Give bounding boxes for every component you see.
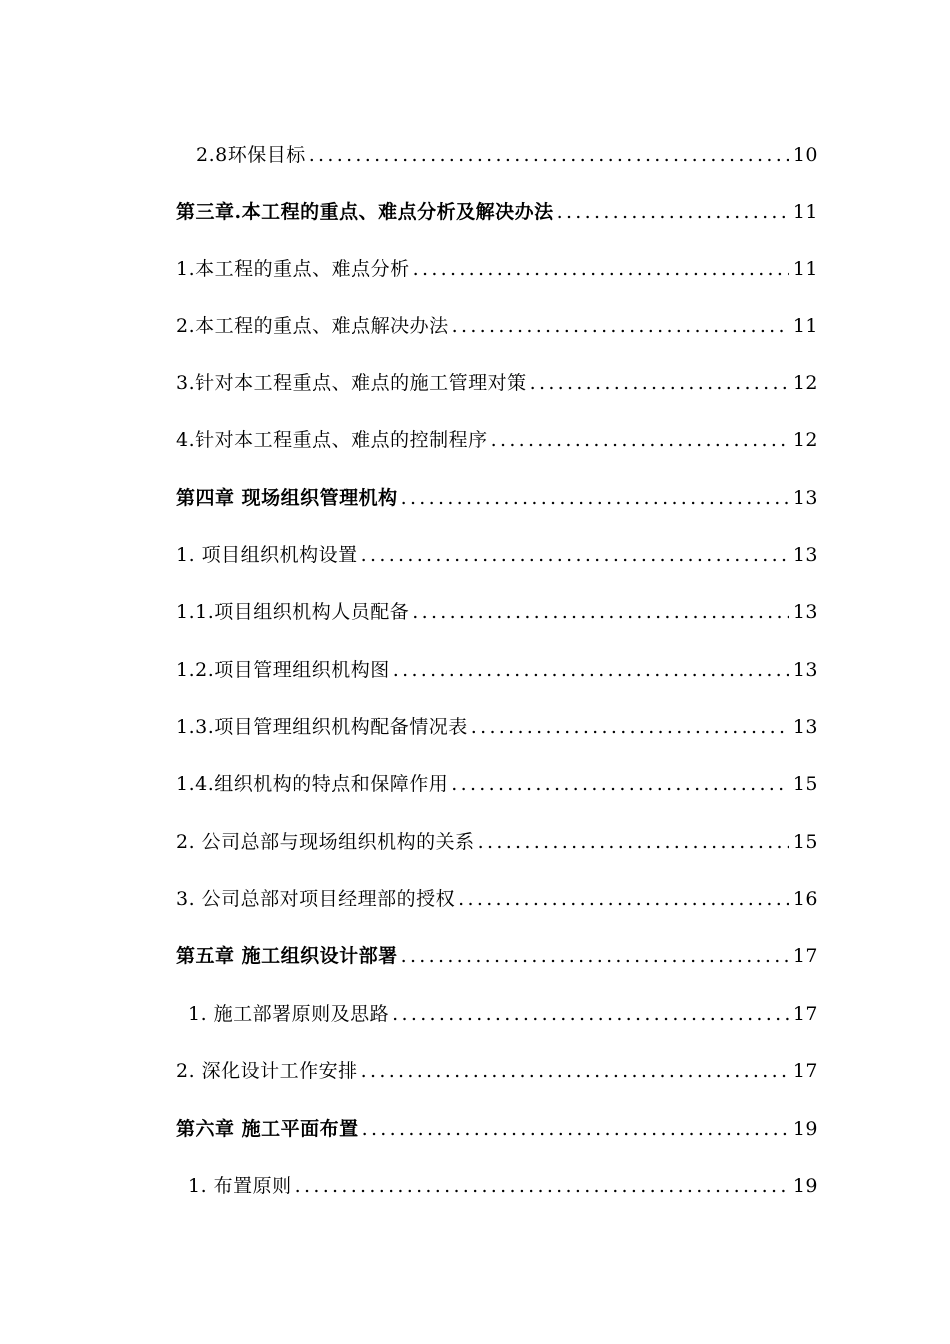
toc-entry-title: 第五章 施工组织设计部署 — [176, 945, 398, 967]
dot-leader — [358, 542, 789, 568]
toc-entry-title: 1.本工程的重点、难点分析 — [176, 258, 410, 280]
toc-entry-page: 15 — [792, 831, 818, 853]
toc-entry-page: 15 — [792, 773, 818, 795]
toc-entry[interactable] — [176, 528, 818, 568]
dot-leader — [468, 714, 789, 740]
toc-entry-title: 2. 公司总部与现场组织机构的关系 — [176, 831, 475, 853]
dot-leader — [475, 829, 789, 855]
toc-entry-title: 1.2.项目管理组织机构图 — [176, 659, 390, 681]
toc-entry-title: 第四章 现场组织管理机构 — [176, 487, 398, 509]
toc-entry-page: 11 — [792, 315, 818, 337]
toc-entry-title: 3.针对本工程重点、难点的施工管理对策 — [176, 372, 527, 394]
toc-entry-title: 1.4.组织机构的特点和保障作用 — [176, 773, 449, 795]
dot-leader — [410, 256, 789, 282]
toc-entry[interactable] — [176, 585, 818, 625]
toc-entry[interactable] — [196, 128, 818, 168]
toc-entry-page: 10 — [792, 144, 818, 166]
dot-leader — [292, 1173, 789, 1199]
dot-leader — [554, 199, 789, 225]
toc-entry-title: 1. 项目组织机构设置 — [176, 544, 358, 566]
toc-entry-title: 2.8环保目标 — [196, 144, 306, 166]
dot-leader — [358, 1058, 789, 1084]
toc-entry-page: 13 — [792, 716, 818, 738]
toc-entry-title: 1. 施工部署原则及思路 — [188, 1003, 390, 1025]
toc-entry-title: 第六章 施工平面布置 — [176, 1118, 359, 1140]
toc-entry-page: 12 — [792, 429, 818, 451]
toc-entry-page: 17 — [792, 945, 818, 967]
toc-chapter-entry[interactable] — [176, 471, 818, 511]
dot-leader — [488, 427, 789, 453]
toc-entry[interactable] — [176, 815, 818, 855]
toc-entry-page: 16 — [792, 888, 818, 910]
dot-leader — [449, 313, 789, 339]
toc-chapter-entry[interactable] — [176, 1102, 818, 1142]
toc-entry-page: 17 — [792, 1060, 818, 1082]
dot-leader — [448, 771, 789, 797]
toc-entry[interactable] — [188, 987, 818, 1027]
toc-entry[interactable] — [176, 1044, 818, 1084]
dot-leader — [398, 485, 789, 511]
dot-leader — [306, 142, 789, 168]
toc-entry-page: 13 — [792, 601, 818, 623]
toc-entry-page: 13 — [792, 544, 818, 566]
toc-entry-title: 1.1.项目组织机构人员配备 — [176, 601, 410, 623]
toc-entry-page: 11 — [792, 201, 818, 223]
toc-entry-page: 19 — [792, 1175, 818, 1197]
toc-entry[interactable] — [176, 872, 818, 912]
toc-entry-title: 3. 公司总部对项目经理部的授权 — [176, 888, 456, 910]
toc-entry-title: 第三章.本工程的重点、难点分析及解决办法 — [176, 201, 554, 223]
toc-chapter-entry[interactable] — [176, 929, 818, 969]
dot-leader — [389, 1001, 789, 1027]
toc-entry-title: 1.3.项目管理组织机构配备情况表 — [176, 716, 468, 738]
toc-entry-title: 2. 深化设计工作安排 — [176, 1060, 358, 1082]
dot-leader — [390, 657, 789, 683]
toc-entry[interactable] — [176, 299, 818, 339]
toc-entry-page: 19 — [792, 1118, 818, 1140]
toc-entry[interactable] — [176, 757, 818, 797]
toc-entry-page: 12 — [792, 372, 818, 394]
toc-entry[interactable] — [176, 413, 818, 453]
toc-entry[interactable] — [176, 643, 818, 683]
toc-entry-title: 1. 布置原则 — [188, 1175, 292, 1197]
toc-entry-page: 17 — [792, 1003, 818, 1025]
toc-entry-title: 4.针对本工程重点、难点的控制程序 — [176, 429, 488, 451]
toc-entry[interactable] — [176, 356, 818, 396]
toc-entry[interactable] — [188, 1159, 818, 1199]
toc-entry-page: 13 — [792, 659, 818, 681]
dot-leader — [398, 943, 789, 969]
toc-entry-page: 13 — [792, 487, 818, 509]
toc-chapter-entry[interactable] — [176, 185, 818, 225]
toc-entry[interactable] — [176, 700, 818, 740]
dot-leader — [359, 1116, 789, 1142]
toc-entry-page: 11 — [792, 258, 818, 280]
toc-entry[interactable] — [176, 242, 818, 282]
toc-entry-title: 2.本工程的重点、难点解决办法 — [176, 315, 449, 337]
dot-leader — [455, 886, 789, 912]
dot-leader — [409, 599, 789, 625]
dot-leader — [527, 370, 789, 396]
